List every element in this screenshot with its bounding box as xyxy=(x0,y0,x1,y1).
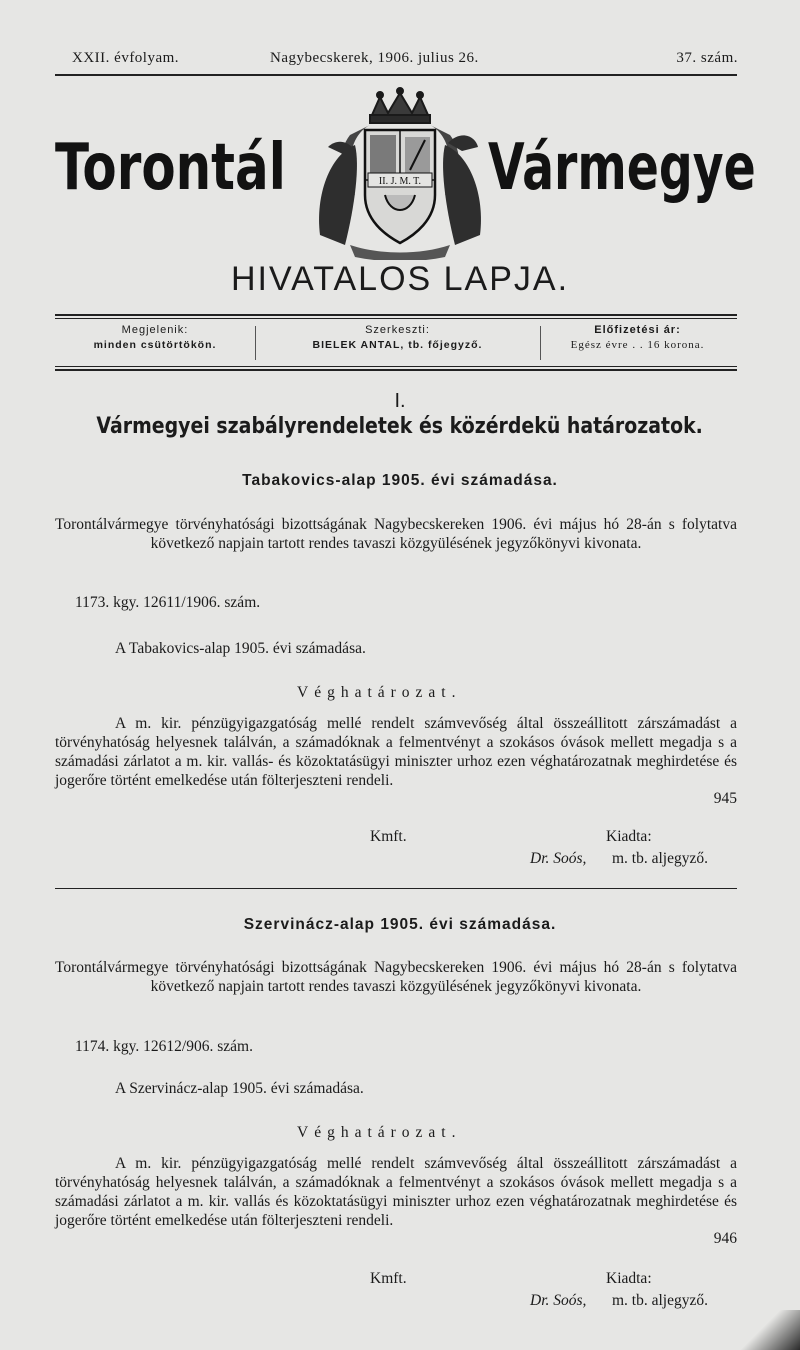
section-number: I. xyxy=(394,390,406,412)
issuer-title: m. tb. aljegyző. xyxy=(612,850,708,867)
entry-intro: Torontálvármegye törvényhatósági bizottságának Nagybecskereken 1906. évi május hó 28-án s folytatva következő napjain tartott rendes tavaszi közgyülésének jegyzőkönyvi kivonata. xyxy=(55,959,737,995)
decision-number: 945 xyxy=(713,790,737,807)
decision-text: A m. kir. pénzügyigazgatóság mellé rendelt számvevőség által összeállitott zárszámadást a törvényhatóság helyesnek találván, a számadóknak a felmentvényt a szokásos óvások mellett megadja s a számadási zárlatot a m. kir. vallás és közoktatásügyi miniszter urhoz ezen véghatározatnak meghirdetése és jogerőre történt emelkedése után fölterjeszteni rendeli. xyxy=(55,1155,737,1229)
masthead-title-left: Torontál xyxy=(55,131,286,205)
masthead-subtitle: HIVATALOS LAPJA. xyxy=(230,260,570,298)
entry-title: Szervinácz-alap 1905. évi számadása. xyxy=(243,916,557,933)
volume-label: XXII. évfolyam. xyxy=(72,50,180,66)
decision-heading: Véghatározat. xyxy=(297,684,462,701)
info-top-rule-thin xyxy=(55,318,737,319)
kmft-label: Kmft. xyxy=(370,1270,407,1287)
section-title-text: Vármegyei szabályrendeletek és közérdekü határozatok. xyxy=(96,414,704,439)
issuer-name: Dr. Soós, xyxy=(530,1292,587,1309)
issued-label: Kiadta: xyxy=(606,1270,652,1287)
entry-subject: A Szervinácz-alap 1905. évi számadása. xyxy=(115,1080,364,1097)
issue-number: 37. szám. xyxy=(676,50,738,66)
price-value: Egész évre . . 16 korona. xyxy=(570,339,705,351)
editor-info xyxy=(255,324,540,351)
entry-intro: Torontálvármegye törvényhatósági bizottságának Nagybecskereken 1906. évi május hó 28-án s folytatva következő napjain tartott rendes tavaszi közgyülésének jegyzőkönyvi kivonata. xyxy=(55,516,737,552)
page-edge-shadow xyxy=(740,1310,800,1350)
issue-header xyxy=(70,50,740,72)
info-bottom-rule xyxy=(55,369,737,371)
info-bar xyxy=(55,324,735,364)
header-rule xyxy=(55,74,737,76)
kmft-label: Kmft. xyxy=(370,828,407,845)
issuer-title: m. tb. aljegyző. xyxy=(612,1292,708,1309)
entry-subject: A Tabakovics-alap 1905. évi számadása. xyxy=(115,640,366,657)
crest-letters: II. J. M. T. xyxy=(378,176,422,187)
info-top-rule xyxy=(55,314,737,316)
masthead-title-right: Vármegye xyxy=(488,131,756,205)
issuer-name: Dr. Soós, xyxy=(530,850,587,867)
appears-info xyxy=(55,324,255,351)
appears-label: Megjelenik: xyxy=(121,324,189,336)
section-title xyxy=(0,414,800,439)
editor-value: BIELEK ANTAL, tb. főjegyző. xyxy=(312,339,483,351)
entry-reference: 1173. kgy. 12611/1906. szám. xyxy=(75,594,261,611)
appears-value: minden csütörtökön. xyxy=(93,339,217,351)
issued-label: Kiadta: xyxy=(606,828,652,845)
place-date: Nagybecskerek, 1906. julius 26. xyxy=(270,50,479,66)
entry-title: Tabakovics-alap 1905. évi számadása. xyxy=(242,472,558,489)
info-bottom-rule-thin xyxy=(55,366,737,367)
entry-reference: 1174. kgy. 12612/906. szám. xyxy=(75,1038,253,1055)
price-info xyxy=(540,324,735,351)
price-label: Előfizetési ár: xyxy=(594,324,681,336)
decision-heading: Véghatározat. xyxy=(297,1124,462,1141)
editor-label: Szerkeszti: xyxy=(365,324,430,336)
decision-number: 946 xyxy=(713,1230,737,1247)
county-crest-icon xyxy=(310,85,490,260)
decision-text: A m. kir. pénzügyigazgatóság mellé rendelt számvevőség által összeállitott zárszámadást a törvényhatóság helyesnek találván, a számadóknak a felmentvényt a szokásos óvások mellett megadja s a számadási zárlatot a m. kir. vallás- és közoktatásügyi miniszter urhoz ezen véghatározatnak meghirdetése és jogerőre történt emelkedése után fölterjeszteni rendeli. xyxy=(55,715,737,789)
entry-separator xyxy=(55,888,737,889)
